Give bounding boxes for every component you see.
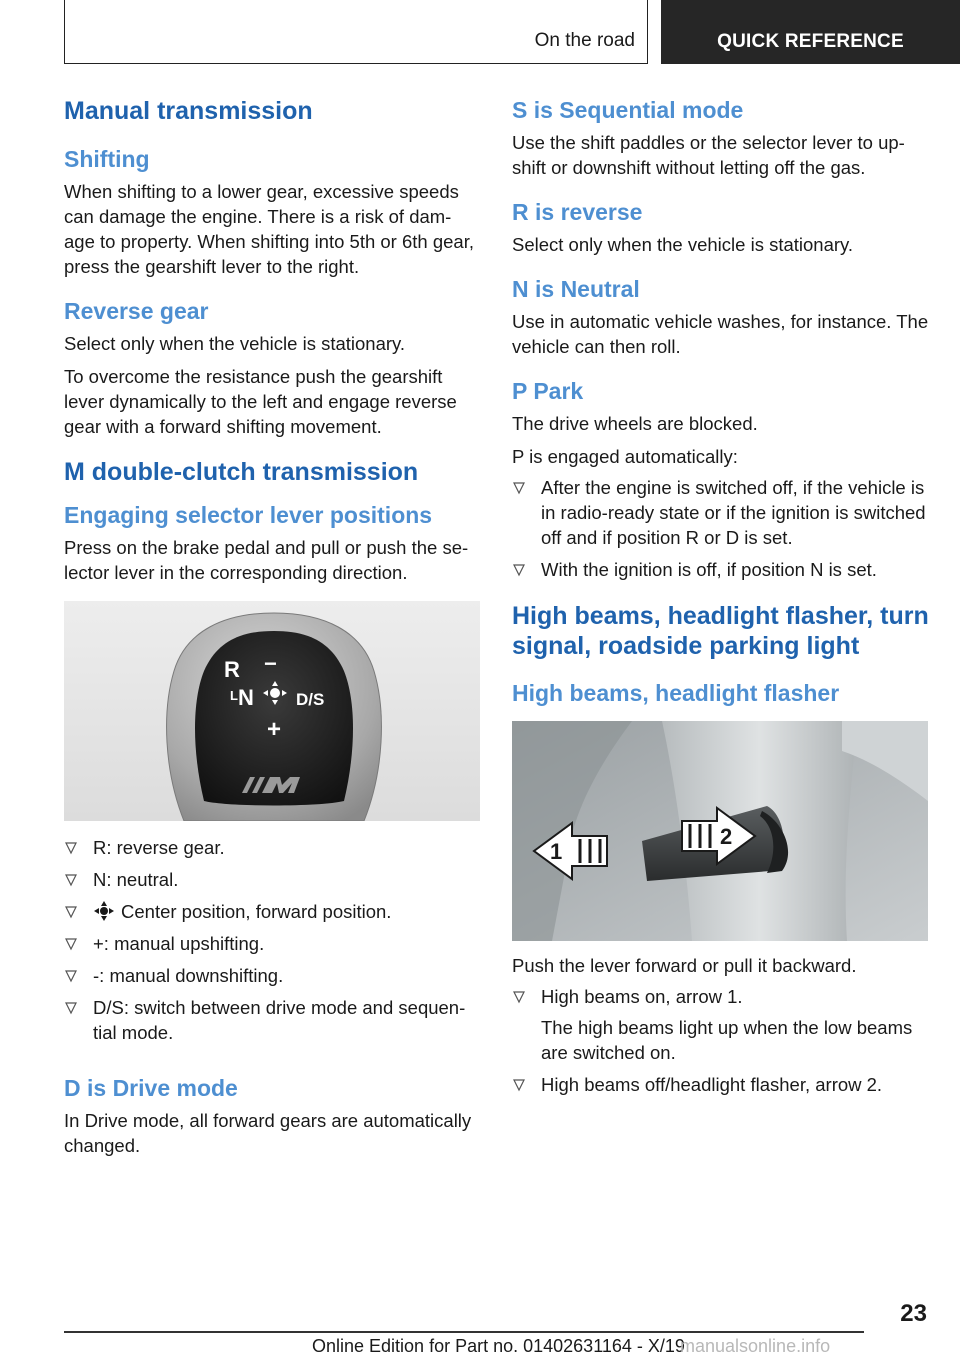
lever-position-list [64, 835, 480, 1045]
section-title: On the road [534, 30, 635, 51]
arrow-2-label: 2 [720, 824, 733, 850]
paragraph-drive-mode: In Drive mode, all forward gears are automatically changed. [64, 1110, 472, 1157]
heading-high-beams-flasher: High beams, headlight flasher [512, 680, 840, 707]
list-item-text: N: neutral. [93, 869, 179, 891]
list-item [64, 931, 480, 956]
heading-engaging-positions: Engaging selector lever positions [64, 502, 433, 529]
heading-reverse-gear: Reverse gear [64, 297, 209, 324]
triangle-bullet-icon [64, 1001, 78, 1015]
list-item-subtext: The high beams light up when the low beams are switched on. [541, 1017, 913, 1064]
list-item [512, 984, 930, 1065]
triangle-bullet-icon [64, 841, 78, 855]
triangle-bullet-icon [64, 905, 78, 919]
paragraph-push-lever: Push the lever forward or pull it backward. [512, 955, 857, 977]
page-number: 23 [900, 1300, 927, 1327]
edition-text: Online Edition for Part no. 01402631164 - X/19 [312, 1336, 685, 1356]
paragraph-reverse: Select only when the vehicle is stationary. [512, 234, 854, 256]
paragraph-reverse-1: Select only when the vehicle is stationary. [64, 332, 406, 354]
list-item [64, 995, 480, 1045]
list-item-text: +: manual upshifting. [93, 933, 265, 955]
list-item-text: High beams on, arrow 1. [541, 986, 743, 1008]
heading-manual-transmission: Manual transmission [64, 97, 313, 125]
heading-reverse: R is reverse [512, 199, 643, 226]
heading-high-beams-section: High beams, headlight flasher, turn signal, roadside parking light [512, 602, 929, 661]
paragraph-shifting: When shifting to a lower gear, excessive speeds can damage the engine. There is a risk of dam-age to property. When shifting into 5th or 6th gear, press the gearshift lever to the right. [64, 180, 474, 277]
quick-reference-tab: QUICK REFERENCE [661, 0, 960, 64]
lever-label-r: R [224, 657, 240, 683]
list-item-text: After the engine is switched off, if the vehicle is in radio-ready state or if the ignition is switched off and if position R or D is set. [541, 477, 926, 549]
heading-sequential-mode: S is Sequential mode [512, 97, 744, 123]
lever-label-minus: − [264, 651, 277, 677]
heading-shifting: Shifting [64, 145, 150, 172]
heading-drive-mode: D is Drive mode [64, 1075, 238, 1102]
list-item [64, 899, 480, 924]
left-column [64, 96, 480, 1158]
triangle-bullet-icon [512, 1078, 526, 1092]
list-item [512, 557, 930, 582]
list-item-text: -: manual downshifting. [93, 965, 284, 987]
lever-label-plus: + [267, 716, 282, 744]
paragraph-reverse-2: To overcome the resistance push the gearshift lever dynamically to the left and engage reverse gear with a forward shifting movement. [64, 365, 457, 437]
center-position-icon [93, 900, 115, 922]
selector-lever-image [64, 601, 480, 821]
list-item-text: With the ignition is off, if position N is set. [541, 559, 877, 581]
triangle-bullet-icon [64, 937, 78, 951]
list-item-text: D/S: switch between drive mode and sequen-tial mode. [93, 997, 466, 1044]
list-item-text: Center position, forward position. [121, 901, 392, 923]
heading-park: P Park [512, 378, 584, 405]
lever-label-l: L [230, 688, 238, 704]
watermark-text: manualsonline.info [680, 1336, 831, 1356]
triangle-bullet-icon [64, 873, 78, 887]
right-column [512, 96, 930, 1104]
headlight-lever-image [512, 721, 928, 941]
list-item [64, 835, 480, 860]
list-item-text: High beams off/headlight flasher, arrow 2. [541, 1074, 883, 1096]
triangle-bullet-icon [64, 969, 78, 983]
footer-divider [64, 1331, 864, 1333]
lever-label-ds: D/S [296, 690, 325, 710]
high-beams-list [512, 984, 930, 1097]
list-item [512, 1072, 930, 1097]
triangle-bullet-icon [512, 990, 526, 1004]
list-item [512, 475, 930, 550]
list-item-text: R: reverse gear. [93, 837, 225, 859]
paragraph-neutral: Use in automatic vehicle washes, for instance. The vehicle can then roll. [512, 311, 929, 358]
lever-label-n: N [238, 685, 254, 711]
paragraph-park-2: P is engaged automatically: [512, 446, 738, 468]
heading-neutral: N is Neutral [512, 276, 640, 303]
page-header [0, 0, 960, 66]
list-item [64, 867, 480, 892]
triangle-bullet-icon [512, 481, 526, 495]
paragraph-sequential-mode: Use the shift paddles or the selector lever to up-shift or downshift without letting off the gas. [512, 132, 905, 179]
paragraph-park-1: The drive wheels are blocked. [512, 413, 758, 435]
park-list [512, 475, 930, 582]
heading-m-double-clutch: M double-clutch transmission [64, 457, 419, 486]
triangle-bullet-icon [512, 563, 526, 577]
header-box [64, 0, 648, 64]
arrow-1-label: 1 [550, 839, 563, 865]
list-item [64, 963, 480, 988]
paragraph-engaging: Press on the brake pedal and pull or push the se-lector lever in the corresponding direction. [64, 537, 469, 584]
